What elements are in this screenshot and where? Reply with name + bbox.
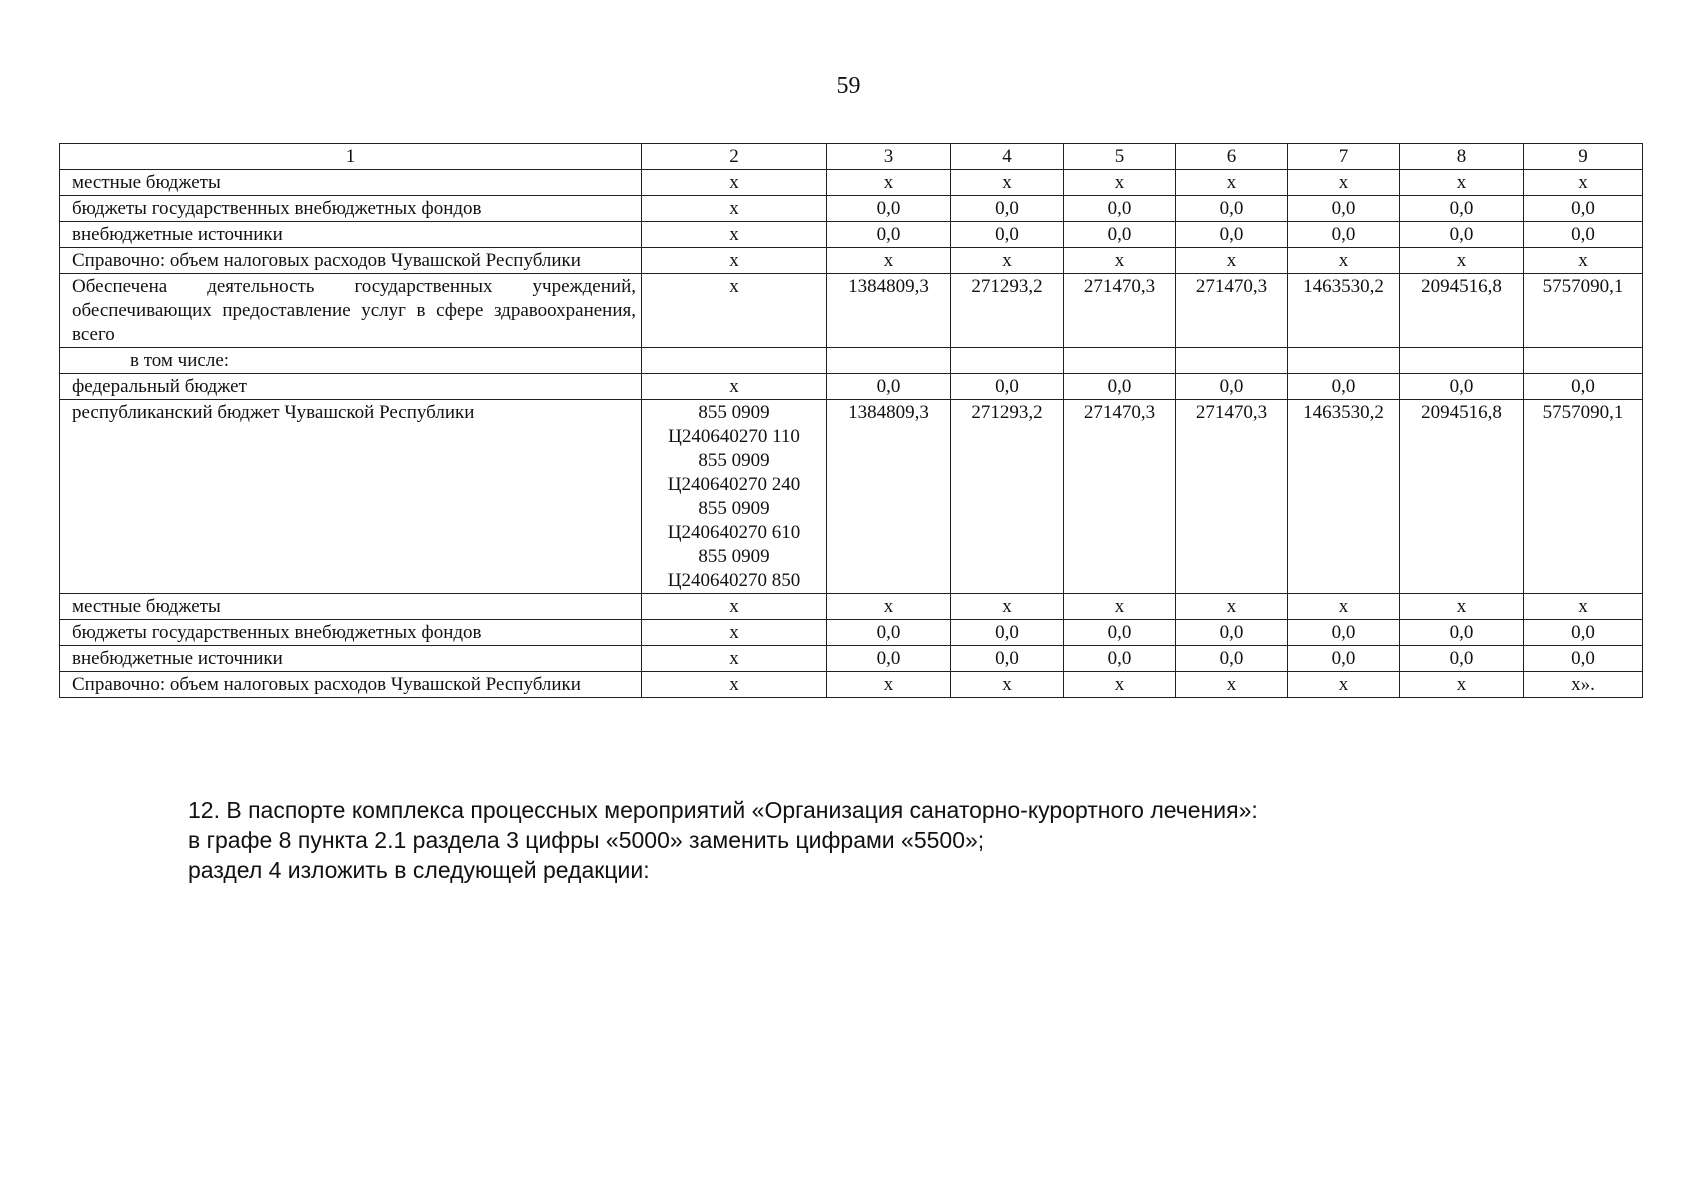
budget-code-line: х [729,172,739,193]
budget-code-line: х [729,250,739,271]
budget-code-cell [642,248,827,274]
budget-code-line: 855 0909 [698,450,770,471]
budget-code-line: 855 0909 [698,402,770,423]
budget-code-cell [642,196,827,222]
value-cell: 271293,2 [951,400,1064,594]
value-cell: х [1524,594,1643,620]
value-cell: 0,0 [1064,196,1176,222]
value-cell: 0,0 [951,620,1064,646]
value-cell: 0,0 [1288,620,1400,646]
value-cell: 271470,3 [1176,400,1288,594]
budget-table [59,143,1643,698]
value-cell: 0,0 [1524,222,1643,248]
row-label: местные бюджеты [60,170,642,196]
budget-code-cell [642,170,827,196]
value-cell: х [951,248,1064,274]
value-cell: 0,0 [1288,374,1400,400]
table-body [60,170,1643,698]
column-number-cell: 5 [1064,144,1176,170]
value-cell: х [1524,248,1643,274]
value-cell: 0,0 [1400,196,1524,222]
value-cell: х [1400,672,1524,698]
value-cell: 0,0 [951,196,1064,222]
value-cell: 0,0 [1176,646,1288,672]
table-row [60,374,1643,400]
value-cell: 0,0 [1524,646,1643,672]
amendment-line: 12. В паспорте комплекса процессных мероприятий «Организация санаторно-курортного лечения»: [188,797,1258,823]
table-row [60,672,1643,698]
budget-code-cell [642,374,827,400]
value-cell: 0,0 [1524,196,1643,222]
value-cell: 0,0 [1288,196,1400,222]
value-cell: 1384809,3 [827,400,951,594]
table-row [60,274,1643,348]
table-row [60,594,1643,620]
value-cell: х [951,672,1064,698]
budget-code-line: х [729,674,739,695]
value-cell: 0,0 [1400,374,1524,400]
budget-code-cell [642,348,827,374]
row-label: местные бюджеты [60,594,642,620]
row-label: республиканский бюджет Чувашской Республики [60,400,642,594]
budget-code-line: 855 0909 [698,498,770,519]
budget-code-cell [642,274,827,348]
column-number-cell: 9 [1524,144,1643,170]
column-number-row [60,144,1643,170]
value-cell: х [1288,672,1400,698]
page-number: 59 [836,73,861,99]
value-cell: 0,0 [1288,222,1400,248]
value-cell: 0,0 [1400,646,1524,672]
budget-code-cell [642,620,827,646]
budget-code-line: 855 0909 [698,546,770,567]
value-cell: 0,0 [827,620,951,646]
row-label: Справочно: объем налоговых расходов Чувашской Республики [60,672,642,698]
value-cell: х [1176,672,1288,698]
budget-code-line: Ц240640270 240 [667,474,801,495]
value-cell: 0,0 [951,222,1064,248]
value-cell: х [1288,170,1400,196]
value-cell: 0,0 [1288,646,1400,672]
column-number-cell: 7 [1288,144,1400,170]
budget-code-cell [642,222,827,248]
table-row [60,196,1643,222]
value-cell: 0,0 [1064,374,1176,400]
value-cell: х [1176,170,1288,196]
value-cell: 0,0 [827,646,951,672]
row-label: федеральный бюджет [60,374,642,400]
value-cell: 2094516,8 [1400,400,1524,594]
budget-code-cell [642,646,827,672]
value-cell [1524,348,1643,374]
budget-code-line: Ц240640270 610 [667,522,801,543]
budget-code-line: х [729,276,739,297]
value-cell: х [1288,248,1400,274]
value-cell: 0,0 [951,646,1064,672]
value-cell: 0,0 [1176,374,1288,400]
value-cell: 271470,3 [1064,274,1176,348]
row-label: внебюджетные источники [60,222,642,248]
value-cell: х [1400,594,1524,620]
value-cell: 0,0 [1400,620,1524,646]
value-cell: 271293,2 [951,274,1064,348]
value-cell: х [827,248,951,274]
value-cell: х [1176,594,1288,620]
value-cell: х [1288,594,1400,620]
column-number-cell: 2 [642,144,827,170]
budget-code-line: Ц240640270 110 [668,426,800,447]
value-cell [1064,348,1176,374]
value-cell: х [1176,248,1288,274]
value-cell: 0,0 [951,374,1064,400]
amendment-line: раздел 4 изложить в следующей редакции: [188,857,650,883]
value-cell: 0,0 [827,374,951,400]
budget-code-line: х [729,224,739,245]
amendment-line: в графе 8 пункта 2.1 раздела 3 цифры «5000» заменить цифрами «5500»; [188,827,985,853]
value-cell: х». [1524,672,1643,698]
budget-code-cell [642,672,827,698]
value-cell: 0,0 [1064,222,1176,248]
table-row [60,646,1643,672]
value-cell: х [827,170,951,196]
value-cell: х [1064,594,1176,620]
budget-code-line: Ц240640270 850 [667,570,801,591]
budget-code-line: х [729,376,739,397]
budget-code-line: х [729,596,739,617]
value-cell: 2094516,8 [1400,274,1524,348]
value-cell: 0,0 [1064,620,1176,646]
value-cell: 0,0 [1524,374,1643,400]
table-row [60,248,1643,274]
row-label: Обеспечена деятельность государственных учреждений, обеспечивающих предоставление услуг в сфере здравоохранения, всего [60,274,642,348]
value-cell: 0,0 [1524,620,1643,646]
value-cell: 0,0 [827,196,951,222]
value-cell: 0,0 [827,222,951,248]
budget-code-line: х [729,198,739,219]
column-number-cell: 4 [951,144,1064,170]
value-cell: 1463530,2 [1288,274,1400,348]
table-row [60,222,1643,248]
table-row [60,170,1643,196]
value-cell: 271470,3 [1176,274,1288,348]
value-cell: 271470,3 [1064,400,1176,594]
row-label: бюджеты государственных внебюджетных фондов [60,620,642,646]
column-number-cell: 3 [827,144,951,170]
value-cell: х [1400,248,1524,274]
value-cell [827,348,951,374]
table-row [60,348,1643,374]
budget-code-cell [642,400,827,594]
value-cell: 0,0 [1176,620,1288,646]
budget-code-cell [642,594,827,620]
table-row [60,620,1643,646]
value-cell: х [1064,672,1176,698]
value-cell: 0,0 [1176,222,1288,248]
budget-code-line: х [729,622,739,643]
row-label: внебюджетные источники [60,646,642,672]
value-cell: 0,0 [1400,222,1524,248]
value-cell [1176,348,1288,374]
value-cell: 5757090,1 [1524,400,1643,594]
value-cell [1288,348,1400,374]
value-cell: х [827,594,951,620]
value-cell: 0,0 [1176,196,1288,222]
value-cell [1400,348,1524,374]
row-label: бюджеты государственных внебюджетных фондов [60,196,642,222]
row-label: Справочно: объем налоговых расходов Чувашской Республики [60,248,642,274]
value-cell: х [1524,170,1643,196]
value-cell: 0,0 [1064,646,1176,672]
value-cell: х [951,594,1064,620]
row-label: в том числе: [60,348,642,374]
value-cell: х [951,170,1064,196]
budget-code-line: х [729,648,739,669]
column-number-cell: 6 [1176,144,1288,170]
value-cell: х [1064,248,1176,274]
value-cell: 5757090,1 [1524,274,1643,348]
value-cell: 1463530,2 [1288,400,1400,594]
value-cell: 1384809,3 [827,274,951,348]
value-cell [951,348,1064,374]
value-cell: х [1064,170,1176,196]
column-number-cell: 1 [60,144,642,170]
amendment-text [188,795,1588,885]
value-cell: х [1400,170,1524,196]
table-row [60,400,1643,594]
column-number-cell: 8 [1400,144,1524,170]
value-cell: х [827,672,951,698]
